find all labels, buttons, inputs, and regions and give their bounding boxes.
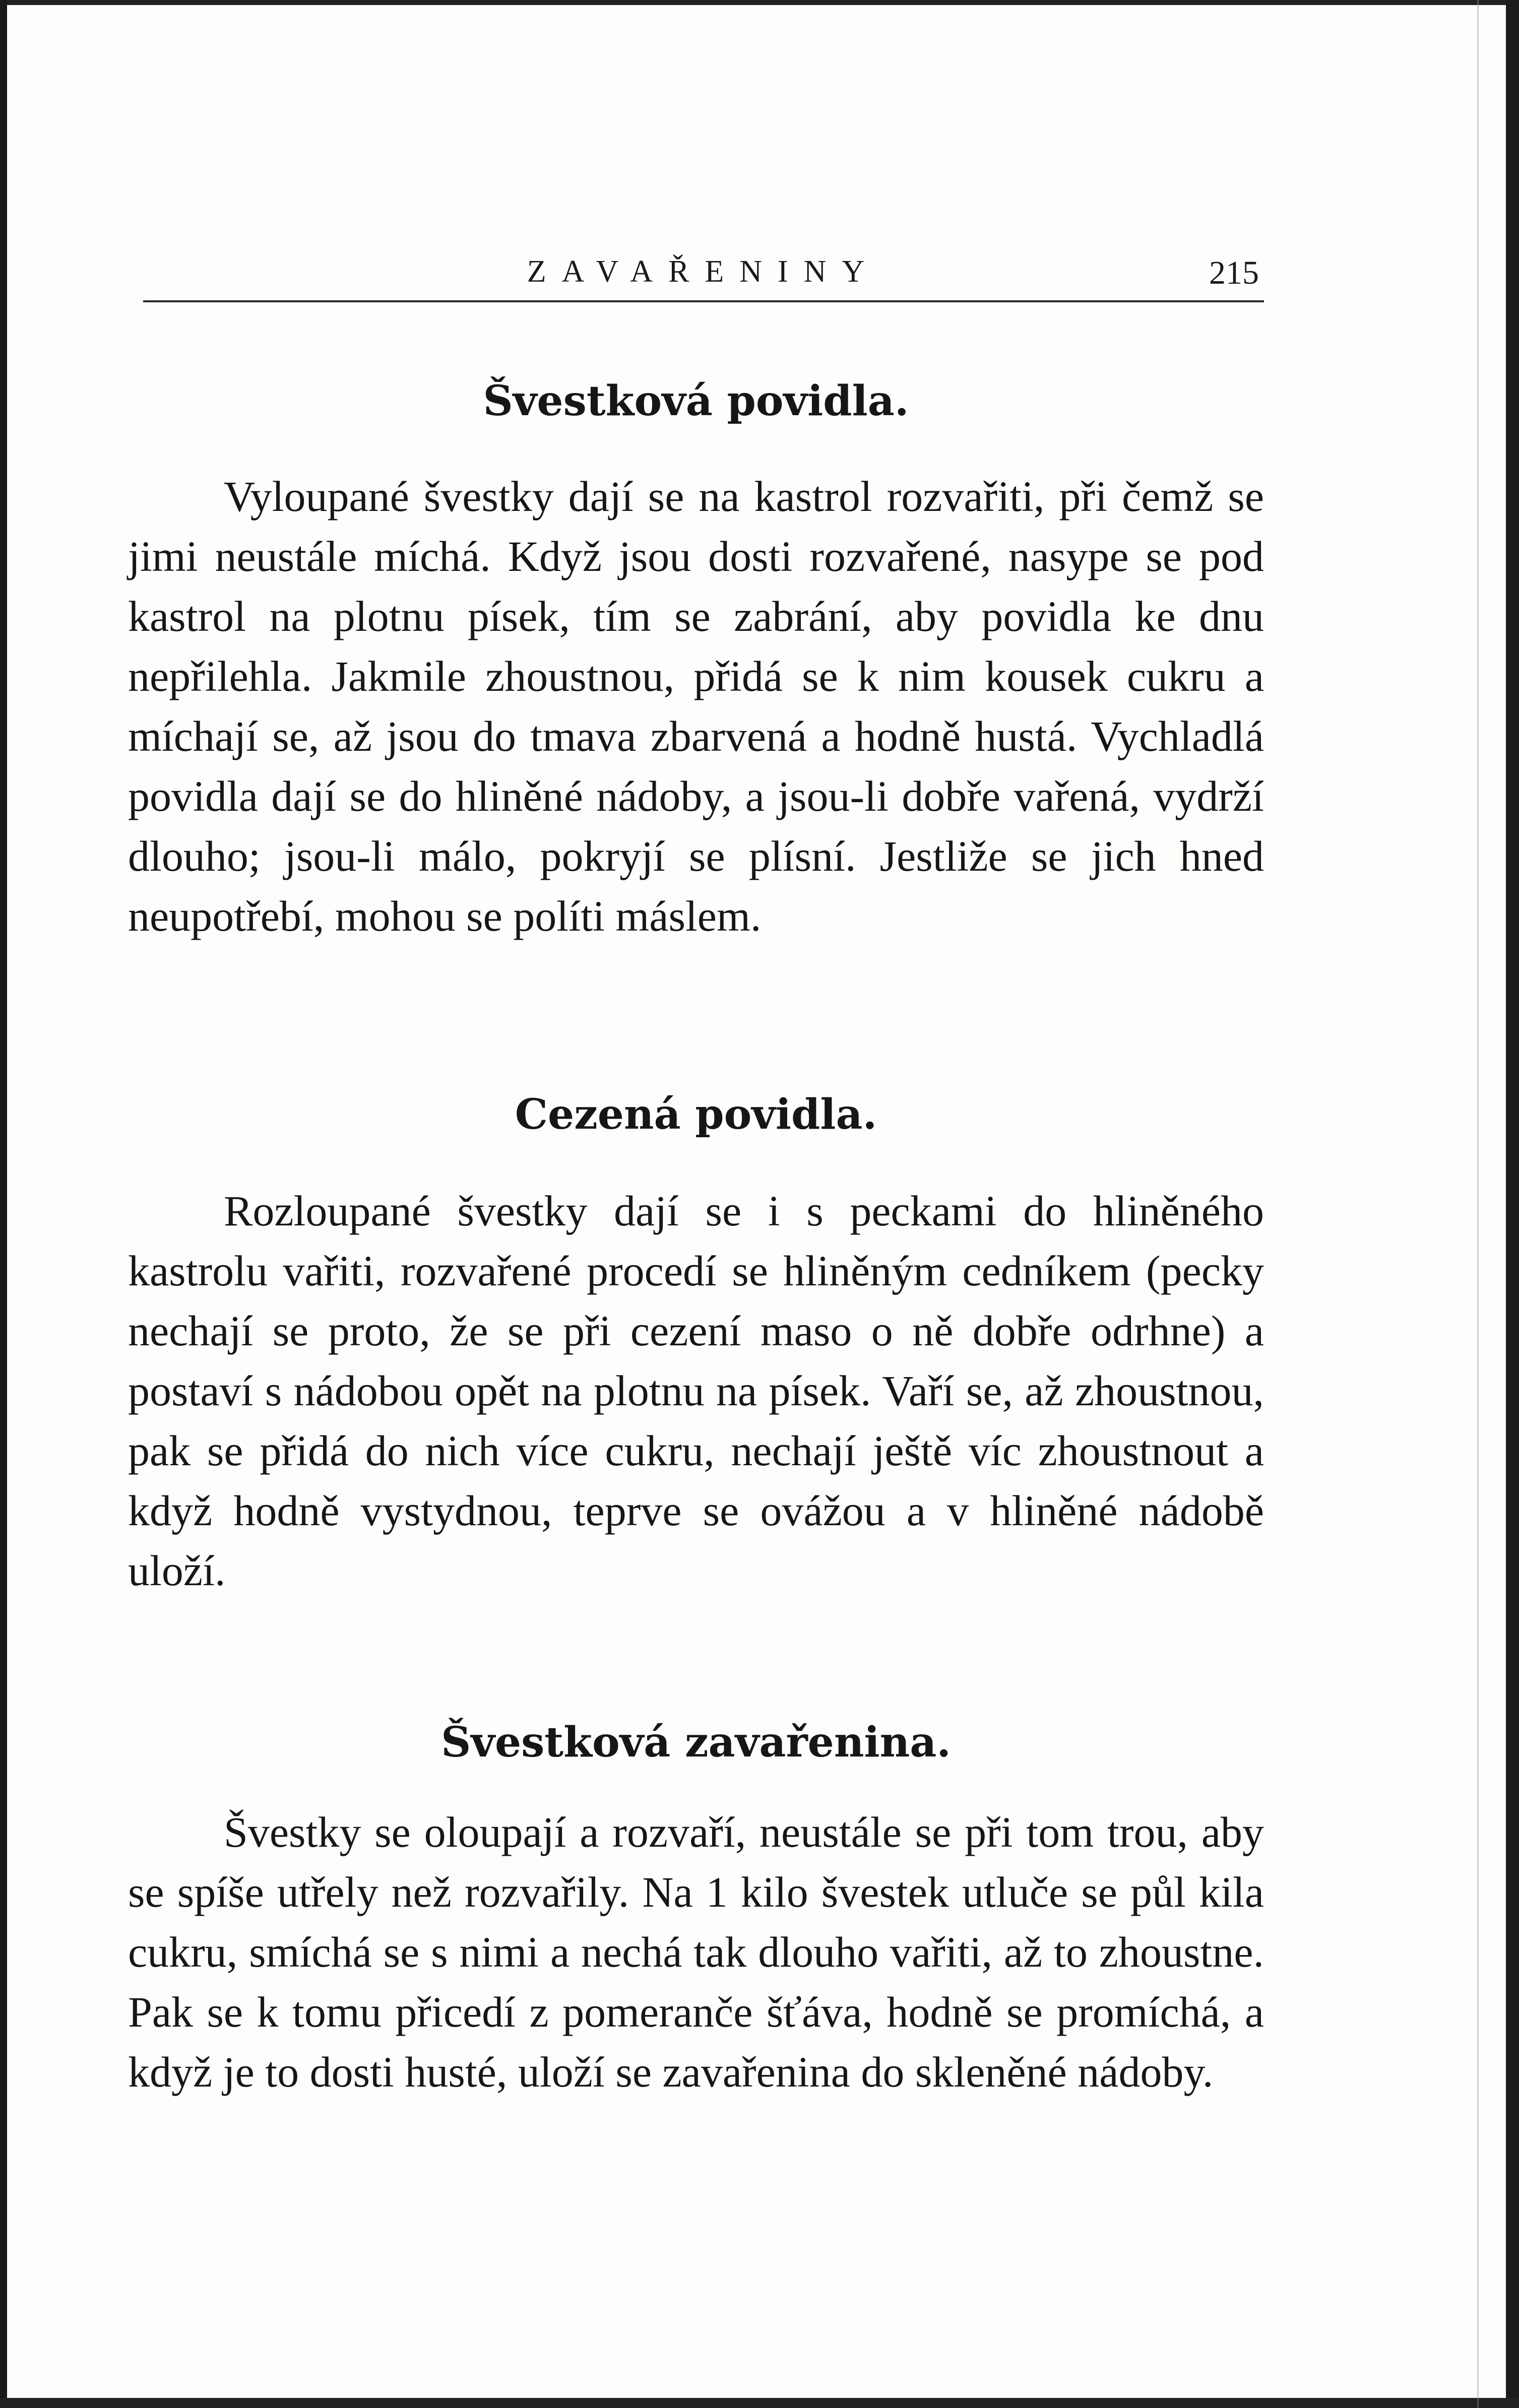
running-title: ZAVAŘENINY [527, 254, 880, 289]
paragraph: Vyloupané švestky dají se na kastrol rozvařiti, při čemž se jimi neustále míchá. Když jsou dosti rozvařené, nasype se pod kastrol na plotnu písek, tím se zabrání, aby povidla ke dnu nepřilehla. Jakmile zhoustnou, přidá se k nim kousek cukru a míchají se, až jsou do tmava zbarvená a hodně hustá. Vychladlá povidla dají se do hliněné nádoby, a jsou-li dobře vařená, vydrží dlouho; jsou-li málo, pokryjí se plísní. Jestliže se jich hned neupotřebí, mohou se políti máslem. [128, 472, 1264, 940]
section-body [128, 1181, 1264, 1601]
scan-border-left [0, 0, 7, 2408]
scan-border-right [1506, 0, 1519, 2408]
section-title: Švestková zavařenina. [441, 1718, 951, 1767]
section-title: Švestková povidla. [483, 377, 909, 425]
page-number: 215 [1209, 254, 1259, 291]
scan-border-top [0, 0, 1519, 5]
scan-border-bottom [0, 2398, 1519, 2408]
scan-artifact-line [1477, 0, 1479, 2408]
header-rule [143, 300, 1264, 302]
running-head [143, 252, 1264, 312]
section-title: Cezená povidla. [515, 1090, 877, 1139]
section-body [128, 467, 1264, 946]
paragraph: Rozloupané švestky dají se i s peckami do hliněného kastrolu vařiti, rozvařené procedí se hliněným cedníkem (pecky nechají se proto, že se při cezení maso o ně dobře odrhne) a postaví s nádobou opět na plotnu na písek. Vaří se, až zhoustnou, pak se přidá do nich více cukru, nechají ještě víc zhoustnout a když hodně vystydnou, teprve se ovážou a v hliněné nádobě uloží. [128, 1187, 1264, 1595]
paragraph: Švestky se oloupají a rozvaří, neustále se při tom trou, aby se spíše utřely než rozvařily. Na 1 kilo švestek utluče se půl kila cukru, smíchá se s nimi a nechá tak dlouho vařiti, až to zhoustne. Pak se k tomu přicedí z pomeranče šťáva, hodně se promíchá, a když je to dosti husté, uloží se zavařenina do skleněné nádoby. [128, 1808, 1264, 2096]
section-body [128, 1802, 1264, 2102]
